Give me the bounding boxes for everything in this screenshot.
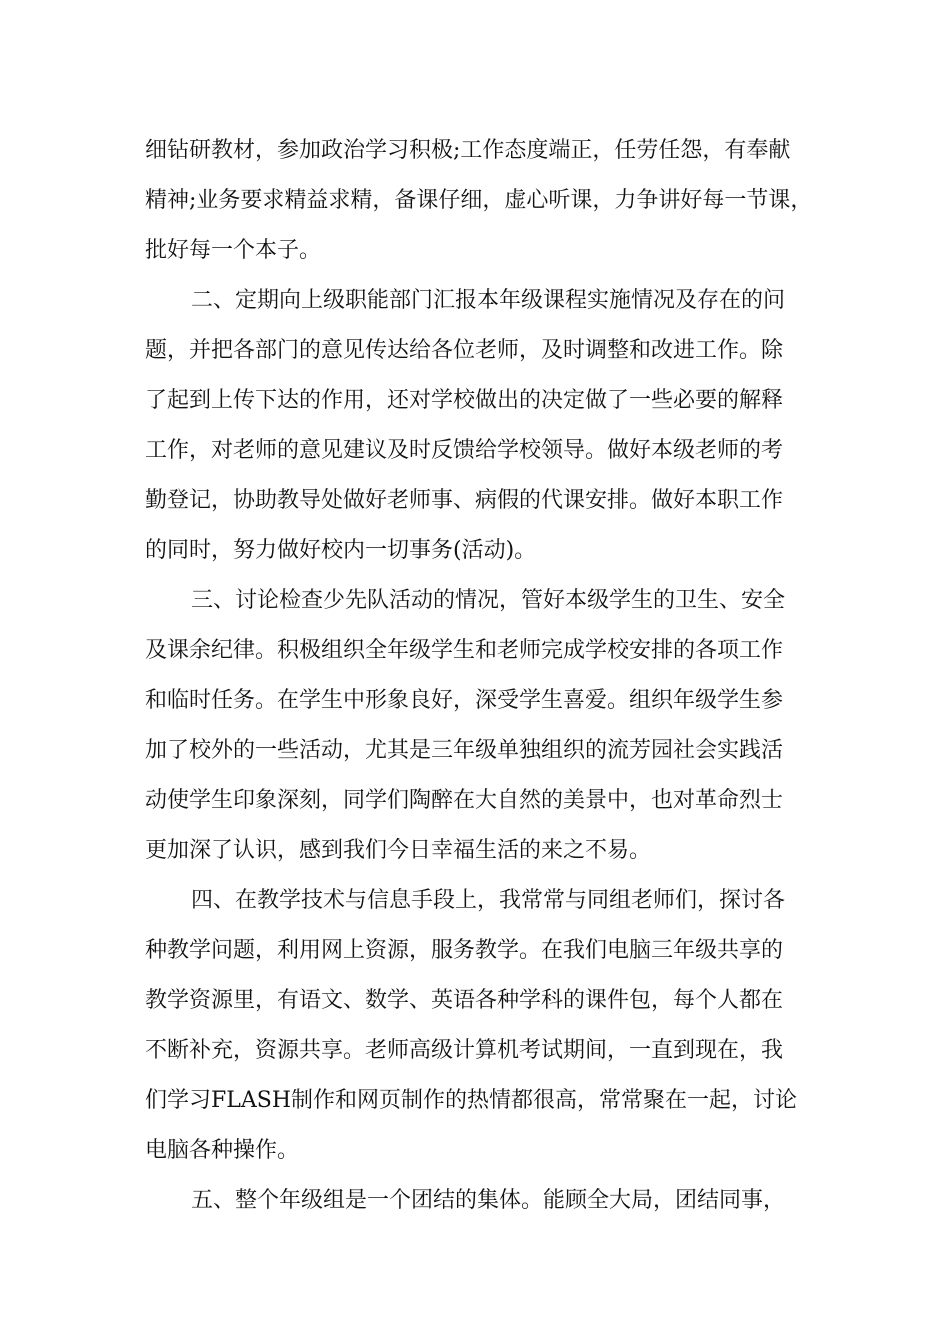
paragraph-start-line: 五、整个年级组是一个团结的集体。能顾全大局，团结同事， [191,1188,786,1213]
text-line: 题，并把各部门的意见传达给各位老师，及时调整和改进工作。除 [145,338,784,363]
text-line: 勤登记，协助教导处做好老师事、病假的代课安排。做好本职工作 [145,488,784,513]
text-line: 动使学生印象深刻，同学们陶醉在大自然的美景中，也对革命烈士 [145,788,784,813]
paragraph-start-line: 四、在教学技术与信息手段上，我常常与同组老师们，探讨各 [191,888,786,913]
text-line: 及课余纪律。积极组织全年级学生和老师完成学校安排的各项工作 [145,638,784,663]
text-line: 教学资源里，有语文、数学、英语各种学科的课件包，每个人都在 [145,988,784,1013]
text-line: 不断补充，资源共享。老师高级计算机考试期间，一直到现在，我 [145,1038,784,1063]
text-line: 们学习FLASH制作和网页制作的热情都很高，常常聚在一起，讨论 [145,1088,798,1113]
text-line: 细钻研教材，参加政治学习积极;工作态度端正，任劳任怨，有奉献 [145,138,791,163]
text-line: 了起到上传下达的作用，还对学校做出的决定做了一些必要的解释 [145,388,784,413]
text-line: 电脑各种操作。 [145,1138,300,1163]
text-line: 种教学问题，利用网上资源，服务教学。在我们电脑三年级共享的 [145,938,784,963]
text-line: 的同时，努力做好校内一切事务(活动)。 [145,538,537,563]
text-line: 和临时任务。在学生中形象良好，深受学生喜爱。组织年级学生参 [145,688,784,713]
text-line: 更加深了认识，感到我们今日幸福生活的来之不易。 [145,838,652,863]
paragraph-start-line: 二、定期向上级职能部门汇报本年级课程实施情况及存在的问 [191,288,786,313]
paragraph-start-line: 三、讨论检查少先队活动的情况，管好本级学生的卫生、安全 [191,588,786,613]
text-line: 工作，对老师的意见建议及时反馈给学校领导。做好本级老师的考 [145,438,784,463]
text-line: 加了校外的一些活动，尤其是三年级单独组织的流芳园社会实践活 [145,738,784,763]
text-line: 精神;业务要求精益求精，备课仔细，虚心听课，力争讲好每一节课， [145,188,813,213]
text-line: 批好每一个本子。 [145,238,322,263]
